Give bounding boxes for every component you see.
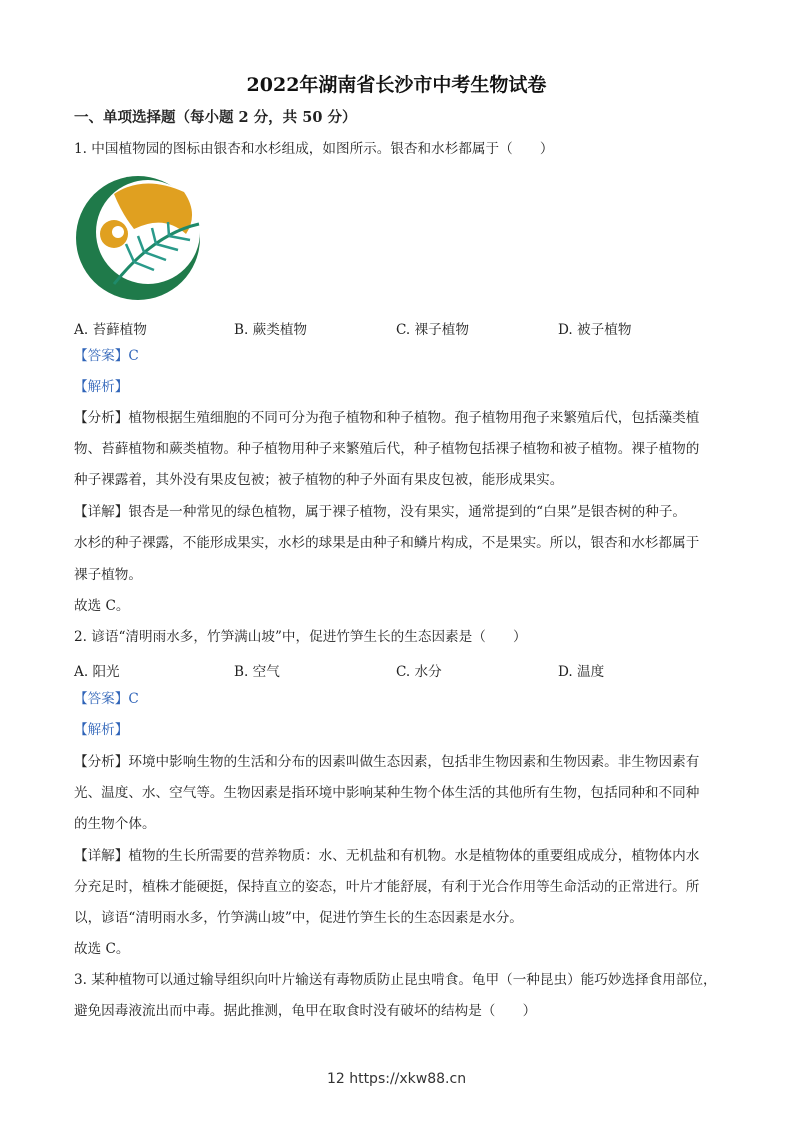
q2-option-d: D. 温度 (558, 664, 605, 680)
q2-answer: 【答案】C (74, 691, 139, 707)
question-3-stem-line: 避免因毒液流出而中毒。据此推测，龟甲在取食时没有破坏的结构是（ ） (74, 1003, 537, 1019)
q2-explanation-label: 【解析】 (74, 722, 129, 738)
q2-analysis-line: 的生物个体。 (74, 816, 156, 832)
q1-explanation-label: 【解析】 (74, 379, 129, 395)
section-heading: 一、单项选择题（每小题 2 分，共 50 分） (74, 109, 357, 126)
q2-analysis-line: 光、温度、水、空气等。生物因素是指环境中影响某种生物个体生活的其他所有生物，包括同种和不同种 (74, 785, 700, 801)
q1-analysis-line: 【分析】植物根据生殖细胞的不同可分为孢子植物和种子植物。孢子植物用孢子来繁殖后代，包括藻类植 (74, 410, 700, 426)
q2-option-b: B. 空气 (234, 664, 280, 680)
q1-conclusion: 故选 C。 (74, 598, 130, 614)
q1-option-a: A. 苔藓植物 (74, 322, 147, 338)
page-footer: 12 https://xkw88.cn (326, 1071, 467, 1087)
question-3-stem-line: 3. 某种植物可以通过输导组织向叶片输送有毒物质防止昆虫啃食。龟甲（一种昆虫）能巧妙选择食用部位， (74, 972, 717, 988)
q2-analysis-line: 【分析】环境中影响生物的生活和分布的因素叫做生态因素，包括非生物因素和生物因素。非生物因素有 (74, 754, 700, 770)
question-1-stem: 1. 中国植物园的图标由银杏和水杉组成，如图所示。银杏和水杉都属于（ ） (74, 141, 554, 157)
question-2-stem: 2. 谚语“清明雨水多，竹笋满山坡”中，促进竹笋生长的生态因素是（ ） (74, 629, 527, 645)
q1-detail-line: 水杉的种子裸露，不能形成果实，水杉的球果是由种子和鳞片构成，不是果实。所以，银杏和水杉都属于 (74, 535, 700, 551)
q1-answer: 【答案】C (74, 348, 139, 364)
q1-option-d: D. 被子植物 (558, 322, 632, 338)
q2-conclusion: 故选 C。 (74, 941, 130, 957)
botanical-garden-logo (74, 174, 202, 302)
q2-option-c: C. 水分 (396, 664, 442, 680)
q2-detail-line: 【详解】植物的生长所需要的营养物质：水、无机盐和有机物。水是植物体的重要组成成分，植物体内水 (74, 848, 700, 864)
q2-option-a: A. 阳光 (74, 664, 120, 680)
q1-option-b: B. 蕨类植物 (234, 322, 308, 338)
q1-detail-line: 【详解】银杏是一种常见的绿色植物，属于裸子植物，没有果实，通常提到的“白果”是银杏树的种子。 (74, 504, 687, 520)
q1-analysis-line: 种子裸露着，其外没有果皮包被；被子植物的种子外面有果皮包被，能形成果实。 (74, 472, 564, 488)
page-title: 2022年湖南省长沙市中考生物试卷 (246, 74, 547, 96)
q1-analysis-line: 物、苔藓植物和蕨类植物。种子植物用种子来繁殖后代，种子植物包括裸子植物和被子植物。裸子植物的 (74, 441, 700, 457)
q1-option-c: C. 裸子植物 (396, 322, 469, 338)
q2-detail-line: 分充足时，植株才能硬挺，保持直立的姿态，叶片才能舒展，有利于光合作用等生命活动的正常进行。所 (74, 879, 700, 895)
q2-detail-line: 以，谚语“清明雨水多，竹笋满山坡”中，促进竹笋生长的生态因素是水分。 (74, 910, 523, 926)
q1-detail-line: 裸子植物。 (74, 567, 142, 583)
